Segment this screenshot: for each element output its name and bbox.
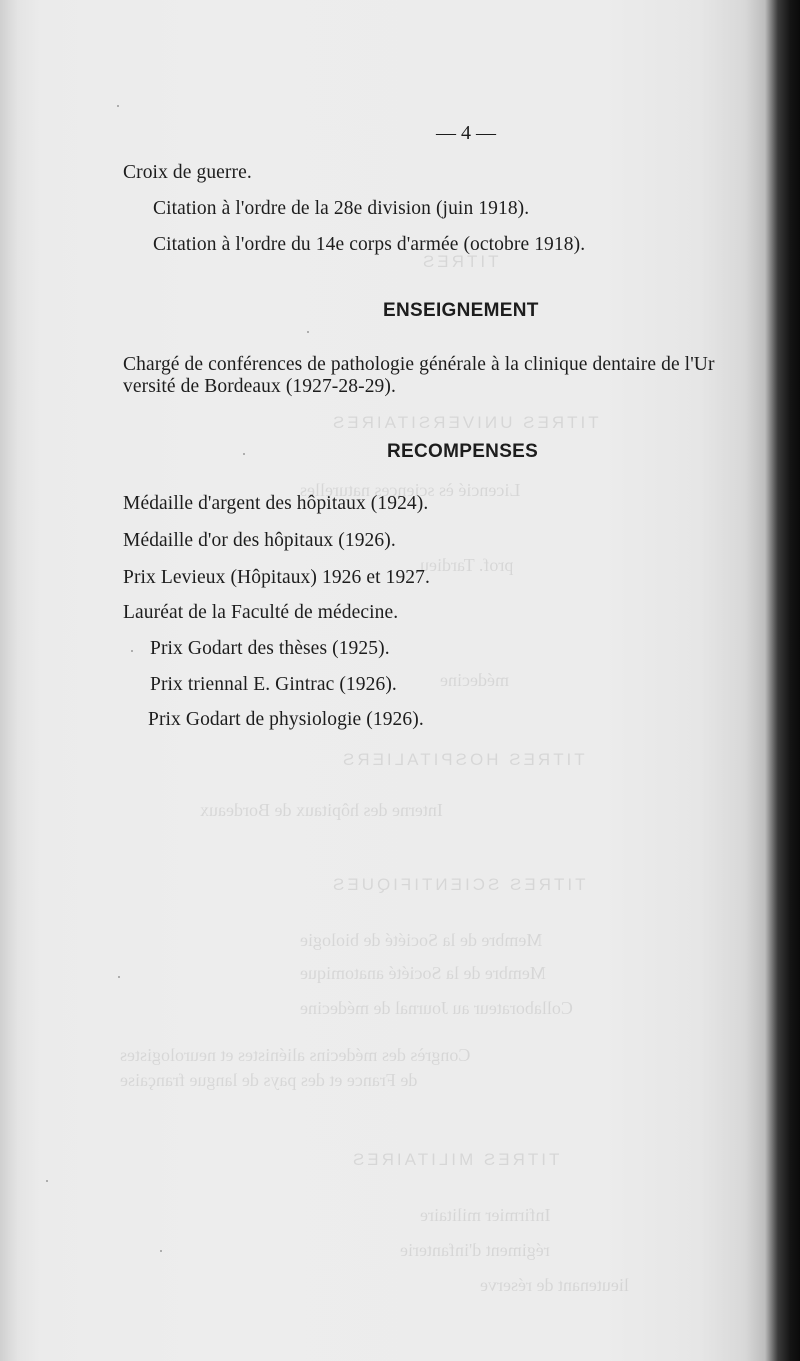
award-sub-item: Prix Godart de physiologie (1926).	[148, 709, 424, 730]
page-number: — 4 —	[436, 122, 496, 144]
bleed-through: TITRES UNIVERSITAIRES	[330, 413, 599, 432]
bleed-through: TITRES HOSPITALIERS	[340, 750, 585, 769]
scan-speck	[131, 650, 133, 652]
bleed-through: Membre de la Société anatomique	[300, 963, 546, 983]
citation-2: Citation à l'ordre du 14e corps d'armée (octobre 1918).	[153, 234, 586, 255]
bleed-through: Congrès des médecins aliénistes et neurologistes	[120, 1045, 471, 1065]
bleed-through: TITRES	[420, 252, 499, 271]
bleed-through: de France et des pays de langue française	[120, 1070, 418, 1090]
croix-de-guerre: Croix de guerre.	[123, 162, 252, 183]
award-item: Lauréat de la Faculté de médecine.	[123, 602, 399, 623]
award-item: Prix Levieux (Hôpitaux) 1926 et 1927.	[123, 567, 430, 588]
bleed-through: TITRES MILITAIRES	[350, 1150, 560, 1169]
bleed-through: Collaborateur au Journal de médecine	[300, 998, 573, 1018]
section-heading-enseignement: ENSEIGNEMENT	[383, 300, 539, 321]
enseignement-line-1: Chargé de conférences de pathologie générale à la clinique dentaire de l'Ur	[123, 354, 715, 375]
scan-speck	[160, 1250, 162, 1252]
award-sub-item: Prix Godart des thèses (1925).	[150, 638, 390, 659]
bleed-through: Infirmier militaire	[420, 1205, 551, 1225]
award-sub-item: Prix triennal E. Gintrac (1926).	[150, 674, 397, 695]
scan-speck	[307, 331, 309, 333]
bleed-through: Membre de la Société de biologie	[300, 930, 543, 950]
bleed-through: prof. Tardieu	[420, 555, 514, 575]
scan-speck	[117, 105, 119, 107]
scan-speck	[118, 976, 120, 978]
scan-speck	[243, 453, 245, 455]
citation-1: Citation à l'ordre de la 28e division (juin 1918).	[153, 198, 530, 219]
scan-speck	[46, 1180, 48, 1182]
bleed-through: Interne des hôpitaux de Bordeaux	[200, 800, 443, 820]
award-item: Médaille d'or des hôpitaux (1926).	[123, 530, 396, 551]
bleed-through: TITRES SCIENTIFIQUES	[330, 875, 586, 894]
award-item: Médaille d'argent des hôpitaux (1924).	[123, 493, 429, 514]
section-heading-recompenses: RECOMPENSES	[387, 441, 539, 462]
bleed-through: Licencié ès sciences naturelles	[300, 480, 521, 500]
bleed-through: lieutenant de réserve	[480, 1275, 629, 1295]
bleed-through: médecine	[440, 670, 509, 690]
bleed-through: régiment d'infanterie	[400, 1240, 550, 1260]
enseignement-line-2: versité de Bordeaux (1927-28-29).	[123, 376, 396, 397]
